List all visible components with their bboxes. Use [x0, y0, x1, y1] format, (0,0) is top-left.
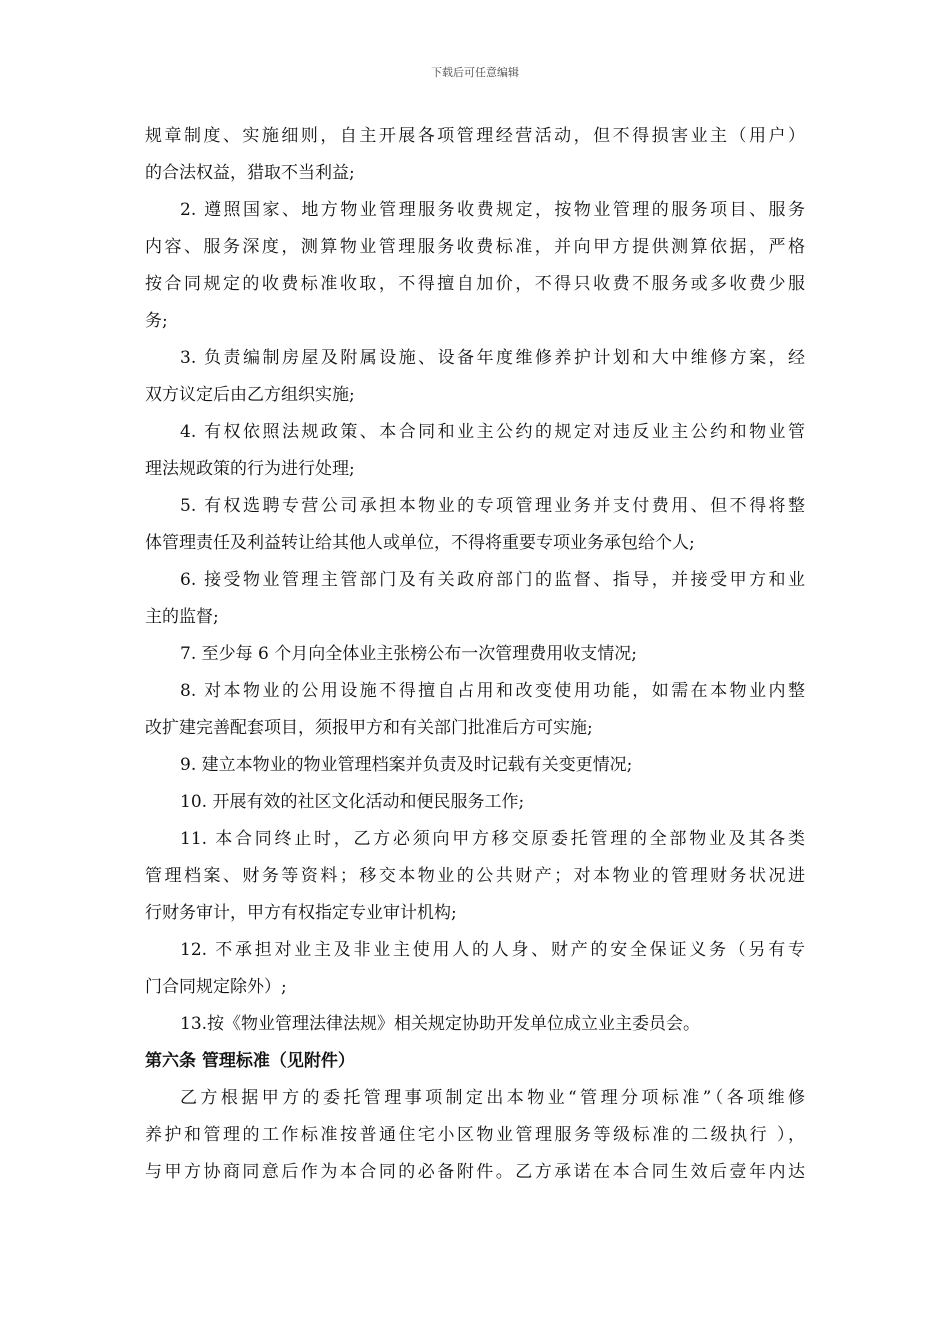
text-line: 5. 有权选聘专营公司承担本物业的专项管理业务并支付费用、但不得将整 [180, 496, 805, 516]
text-line: 按合同规定的收费标准收取，不得擅自加价，不得只收费不服务或多收费少服 [145, 274, 805, 294]
text-line: 体管理责任及利益转让给其他人或单位，不得将重要专项业务承包给个人; [145, 533, 695, 553]
document-body [145, 118, 805, 1191]
text-line: 主的监督; [145, 607, 219, 627]
text-line: 理法规政策的行为进行处理; [145, 459, 355, 479]
text-line: 12. 不承担对业主及非业主使用人的人身、财产的安全保证义务（另有专 [180, 940, 805, 960]
text-line: 2. 遵照国家、地方物业管理服务收费规定，按物业管理的服务项目、服务 [180, 200, 805, 220]
text-line: 7. 至少每 6 个月向全体业主张榜公布一次管理费用收支情况; [180, 644, 637, 664]
text-line: 双方议定后由乙方组织实施; [145, 385, 355, 405]
text-line: 乙方根据甲方的委托管理事项制定出本物业“管理分项标准”（各项维修 [180, 1088, 805, 1108]
text-line: 11. 本合同终止时，乙方必须向甲方移交原委托管理的全部物业及其各类 [180, 829, 805, 849]
text-line: 13.按《物业管理法律法规》相关规定协助开发单位成立业主委员会。 [180, 1014, 701, 1034]
text-line: 8. 对本物业的公用设施不得擅自占用和改变使用功能，如需在本物业内整 [180, 681, 805, 701]
section-heading: 第六条 管理标准（见附件） [145, 1051, 355, 1071]
page-header: 下载后可任意编辑 [431, 66, 519, 79]
text-line: 规章制度、实施细则，自主开展各项管理经营活动，但不得损害业主（用户） [145, 126, 805, 146]
text-line: 9. 建立本物业的物业管理档案并负责及时记载有关变更情况; [180, 755, 633, 775]
text-line: 与甲方协商同意后作为本合同的必备附件。乙方承诺在本合同生效后壹年内达 [145, 1162, 805, 1182]
text-line: 行财务审计，甲方有权指定专业审计机构; [145, 903, 457, 923]
text-line: 门合同规定除外）; [145, 977, 287, 997]
text-line: 的合法权益，猎取不当利益; [145, 163, 355, 183]
text-line: 6. 接受物业管理主管部门及有关政府部门的监督、指导，并接受甲方和业 [180, 570, 805, 590]
text-line: 3. 负责编制房屋及附属设施、设备年度维修养护计划和大中维修方案，经 [180, 348, 805, 368]
text-line: 务; [145, 311, 168, 331]
text-line: 10. 开展有效的社区文化活动和便民服务工作; [180, 792, 525, 812]
text-line: 改扩建完善配套项目，须报甲方和有关部门批准后方可实施; [145, 718, 593, 738]
text-line: 4. 有权依照法规政策、本合同和业主公约的规定对违反业主公约和物业管 [180, 422, 805, 442]
text-line: 内容、服务深度，测算物业管理服务收费标准，并向甲方提供测算依据，严格 [145, 237, 805, 257]
text-line: 管理档案、财务等资料；移交本物业的公共财产；对本物业的管理财务状况进 [145, 866, 805, 886]
text-line: 养护和管理的工作标准按普通住宅小区物业管理服务等级标准的二级执行 ）， [145, 1125, 805, 1145]
